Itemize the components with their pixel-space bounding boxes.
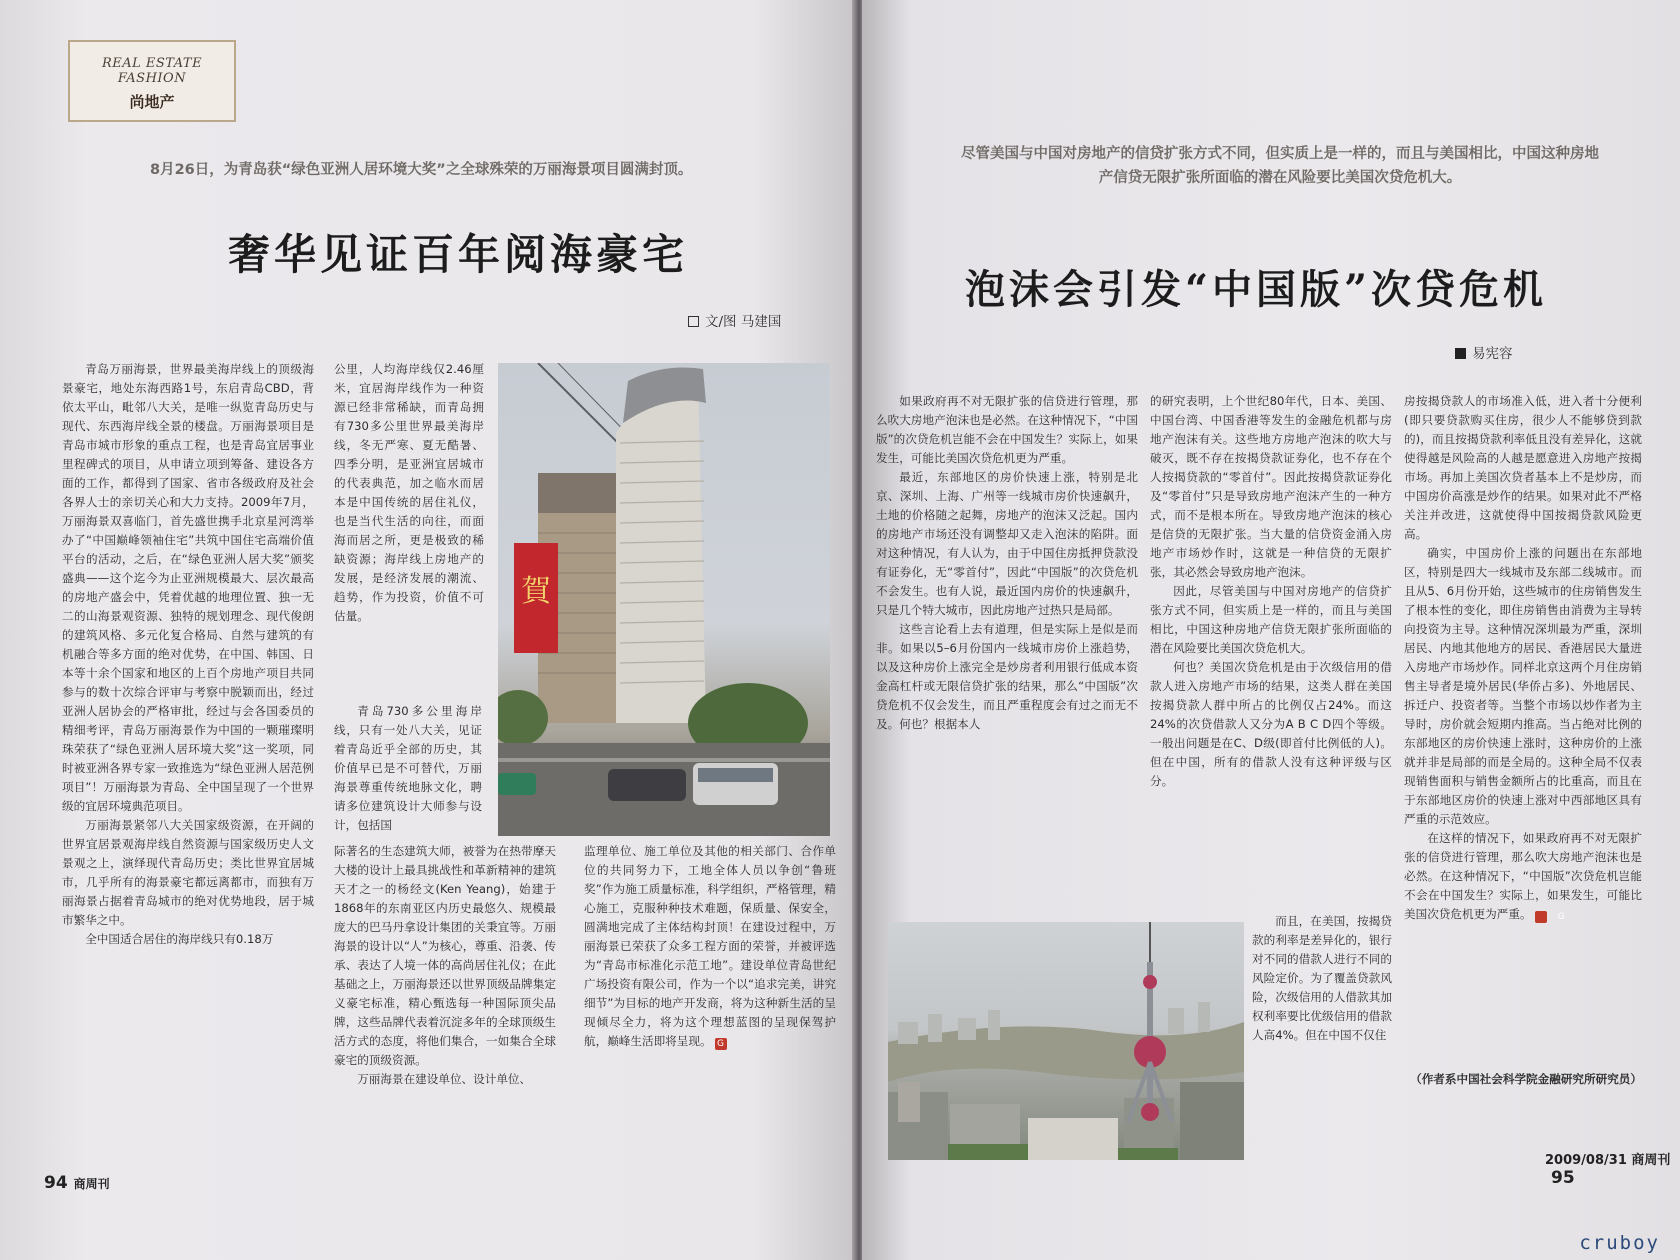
right-col1-paragraph: 最近，东部地区的房价快速上涨，特别是北京、深圳、上海、广州等一线城市房价快速飙升，土地的价格随之起舞，房地产的泡沫又泛起。国内的房地产市场还没有调整却又走入泡沫的陷阱。面对这种情况，有人认为，由于中国住房抵押贷款没有证券化，无“零首付”，因此“中国版”的次贷危机不会发生。也有人说，最近国内房价的快速飙升，只是几个特大城市，因此房地产过热只是局部。 xyxy=(876,470,1138,617)
right-col2-paragraph: 何也？美国次贷危机是由于次级信用的借款人进入房地产市场的结果，这类人群在美国按揭贷款人群中所占的比例仅占24%。而这24%的次贷借款人又分为A B C D四个等级。一般出问题是在C、D级(即首付比例低的人)。但在中国，所有的借款人没有这种评级与区分。 xyxy=(1150,660,1392,788)
left-col3-paragraph xyxy=(584,842,836,1051)
left-col2b-paragraph: 青岛730多公里海岸线，只有一处八大关，见证着青岛近乎全部的历史，其价值早已是不可替代，万丽海景尊重传统地脉文化，聘请多位建筑设计大师参与设计，包括国 xyxy=(334,704,482,832)
right-byline-text: 易宪容 xyxy=(1472,346,1513,362)
right-col2b-paragraph: 而且，在美国，按揭贷款的利率是差异化的，银行对不同的借款人进行不同的风险定价。为了覆盖贷款风险，次级信用的人借款其加权利率要比优级信用的借款人高4%。但在中国不仅住 xyxy=(1252,914,1392,1042)
right-deck: 尽管美国与中国对房地产的信贷扩张方式不同，但实质上是一样的，而且与美国相比，中国这种房地产信贷无限扩张所面临的潜在风险要比美国次贷危机大。 xyxy=(961,146,1599,186)
section-tag xyxy=(68,40,236,122)
end-mark-icon: G xyxy=(715,1038,727,1050)
right-col3-text: 在这样的情况下，如果政府再不对无限扩张的信贷进行管理，那么吹大房地产泡沫也是必然。在这种情况下，“中国版”次贷危机岂能不会在中国发生？实际上，如果发生，可能比美国次贷危机更为严重。 xyxy=(1404,831,1642,921)
left-col2c-end: 万丽海景在建设单位、设计单位、 xyxy=(357,1072,532,1086)
left-col3-text: 监理单位、施工单位及其他的相关部门、合作单位的共同努力下，工地全体人员以争创“鲁班奖”作为施工质量标准，科学组织，严格管理，精心施工，克服种种技术难题，保质量、保安全，圆满地完成了主体结构封顶！在建设过程中，万丽海景已荣获了众多工程方面的荣誉，并被评选为“青岛市标准化示范工地”。建设单位青岛世纪广场投资有限公司，作为一个以“追求完美，讲究细节”为目标的地产开发商，将为这种新生活的呈现倾尽全力，将为这个理想蓝图的呈现保驾护航，巅峰生活即将呈现。 xyxy=(584,844,836,1048)
left-deck: 8月26日，为青岛获“绿色亚洲人居环境大奖”之全球殊荣的万丽海景项目圆满封顶。 xyxy=(150,162,693,178)
right-column-3 xyxy=(1404,392,1642,1060)
left-column-2 xyxy=(334,360,484,702)
right-col3-paragraph: 确实，中国房价上涨的问题出在东部地区，特别是四大一线城市及东部二线城市。而且从5、6月份开始，这些城市的住房销售发生了根本性的变化，即住房销售由消费为主导转向投资为主导。这种情况深圳最为严重，深圳居民、内地其他地方的居民、香港居民大量进入房地产市场炒作。同样北京这两个月住房销售主导者是境外居民(华侨占多)、外地居民、拆迁户、投资者等。当整个市场以炒作者为主导时，房价就会短期内推高。当占绝对比例的东部地区的房价快速上涨时，这种房价的上涨就并非是局部的而是全局的。这种全局不仅表现销售面积与销售金额所占的比重高，而且在于东部地区房价的快速上涨对中西部地区具有严重的示范效应。 xyxy=(1404,546,1642,826)
right-col2-paragraph: 的研究表明，上个世纪80年代，日本、美国、中国台湾、中国香港等发生的金融危机都与房地产泡沫有关。这些地方房地产泡沫的吹大与破灭，既不存在按揭贷款证券化，也不存在个人按揭贷款的“零首付”。因此按揭贷款证券化及“零首付”只是导致房地产泡沫产生的一种方式，而不是根本所在。导致房地产泡沫的核心是信贷的无限扩张。当大量的信贷资金涌入房地产市场炒作时，这就是一种信贷的无限扩张，其必然会导致房地产泡沫。 xyxy=(1150,394,1392,579)
right-column-1 xyxy=(876,392,1138,910)
right-col1-paragraph: 这些言论看上去有道理，但是实际上是似是而非。如果以5–6月份国内一线城市房价上涨趋势，以及这种房价上涨完全是炒房者利用银行低成本资金高杠杆或无限信贷扩张的结果，那么“中国版”次贷危机不仅会发生，而且严重程度会有过之而无不及。何也？根据本人 xyxy=(876,622,1138,731)
right-col1-paragraph: 如果政府再不对无限扩张的信贷进行管理，那么吹大房地产泡沫也是必然。在这种情况下，“中国版”的次贷危机岂能不会在中国发生？实际上，如果发生，可能比美国次贷危机更为严重。 xyxy=(876,394,1138,465)
solid-square-icon xyxy=(1455,348,1466,359)
left-column-2c xyxy=(334,842,556,1162)
billboard-glyph: 賀 xyxy=(521,574,551,609)
left-col1-paragraph: 万丽海景紧邻八大关国家级资源，在开阔的世界宜居景观海岸线自然资源与国家级历史人文景观之上，演绎现代青岛历史；类比世界宜居城市，几乎所有的海景豪宅都远离都市，而独有万丽海景占据着青岛城市的绝对优势地段，居于城市繁华之中。 xyxy=(62,818,314,927)
left-magazine-name: 商周刊 xyxy=(73,1177,110,1191)
left-col2-paragraph: 公里，人均海岸线仅2.46厘米，宜居海岸线作为一种资源已经非常稀缺，而青岛拥有730多公里世界最美海岸线，冬无严寒、夏无酷暑、四季分明，是亚洲宜居城市的代表典范，加之临水而居本是中国传统的居住礼仪，也是当代生活的向往，而面海而居之所，更是极致的稀缺资源；海岸线上房地产的发展，是经济发展的潮流、趋势，作为投资，价值不可估量。 xyxy=(334,362,484,623)
city-skyline-illustration xyxy=(888,922,1244,1160)
right-byline xyxy=(1455,342,1513,362)
watermark: cruboy xyxy=(1579,1232,1660,1254)
section-tag-chinese: 尚地产 xyxy=(129,93,175,111)
right-folio xyxy=(1545,1149,1680,1188)
right-column-2b xyxy=(1252,912,1392,1152)
left-column-3 xyxy=(584,842,836,1162)
author-note: （作者系中国社会科学院金融研究所研究员） xyxy=(1410,1072,1642,1086)
building-photo-illustration xyxy=(498,363,830,836)
left-page-number: 94 xyxy=(44,1173,68,1193)
left-byline xyxy=(688,310,781,330)
right-headline: 泡沫会引发“中国版”次贷危机 xyxy=(965,266,1548,313)
right-col3-paragraph: 房按揭贷款人的市场准入低，进入者十分便利(即只要贷款购买住房，很少人不能够贷到款的)，而且按揭贷款利率低且没有差异化，这就使得越是风险高的人越是愿意进入房地产按揭市场。再加上美国次贷者基本上不是炒房，而中国房价高涨是炒作的结果。如果对此不严格关注并改进，这就使得中国按揭贷款风险更高。 xyxy=(1404,394,1642,541)
right-column-2 xyxy=(1150,392,1392,912)
left-col2c-paragraph: 际著名的生态建筑大师，被誉为在热带摩天大楼的设计上最具挑战性和革新精神的建筑天才之一的杨经文(Ken Yeang)，始建于1868年的东南亚区内历史最悠久、规模最庞大的巴马丹拿设计集团的关秉宜等。万丽海景的设计以“人”为核心，尊重、沿袭、传承、表达了人境一体的高尚居住礼仪；在此基础之上，万丽海景还以世界顶级品牌集定义豪宅标准，精心甄选每一种国际顶尖品牌，这些品牌代表着沉淀多年的全球顶级生活方式的态度，将他们集合，一如集合全球豪宅的顶级资源。 xyxy=(334,844,556,1067)
left-col1-paragraph: 全中国适合居住的海岸线只有0.18万 xyxy=(85,932,274,946)
building-photo xyxy=(498,363,830,836)
left-col1-paragraph: 青岛万丽海景，世界最美海岸线上的顶级海景豪宅，地处东海西路1号，东启青岛CBD，背依太平山，毗邻八大关，是唯一纵览青岛历史与现代、东西海岸线全景的楼盘。万丽海景项目是青岛市城市形象的重点工程，也是青岛宜居事业里程碑式的项目，从申请立项到筹备、建设各方面的工作，都得到了国家、省市各级政府及社会各界人士的亲切关心和大力支持。2009年7月，万丽海景双喜临门，首先盛世携手北京星河湾举办了“中国巅峰领袖住宅”共筑中国住宅高端价值平台的活动，之后，在“绿色亚洲人居大奖”颁奖盛典——这个迄今为止亚洲规模最大、层次最高的房地产盛会中，凭着优越的地理位置、独一无二的山海景观资源、独特的规划理念、现代俊朗的建筑风格、多元化复合格局、自然与建筑的有机融合等多方面的绝对优势，在中国、韩国、日本等十余个国家和地区的上百个房地产项目共同参与的数十次综合评审与考察中脱颖而出，经过亚洲人居协会的严格审批，经过与会各国委员的精细考评，青岛万丽海景作为中国的一颗璀璨明珠荣获了“绿色亚洲人居环境大奖”这一奖项，同时被亚洲各界专家一致推选为“绿色亚洲人居范例项目”！万丽海景为青岛、全中国呈现了一个世界级的宜居环境典范项目。 xyxy=(62,362,314,813)
right-folio-date: 2009/08/31 商周刊 xyxy=(1545,1153,1671,1168)
right-col2-paragraph: 因此，尽管美国与中国对房地产的信贷扩张方式不同，但实质上是一样的，而且与美国相比，中国这种房地产信贷无限扩张所面临的潜在风险要比美国次贷危机大。 xyxy=(1150,584,1392,655)
section-tag-english: REAL ESTATE FASHION xyxy=(101,56,203,86)
left-column-2b xyxy=(334,702,482,840)
hollow-square-icon xyxy=(688,316,699,327)
left-folio xyxy=(44,1173,110,1193)
right-page-number: 95 xyxy=(1551,1168,1575,1188)
left-column-1 xyxy=(62,360,314,1155)
left-headline: 奢华见证百年阅海豪宅 xyxy=(228,230,689,279)
right-col3-paragraph xyxy=(1404,829,1642,924)
left-byline-text: 文/图 马建国 xyxy=(705,314,782,330)
city-skyline-photo xyxy=(888,922,1244,1160)
end-mark-icon: G xyxy=(1535,911,1547,923)
